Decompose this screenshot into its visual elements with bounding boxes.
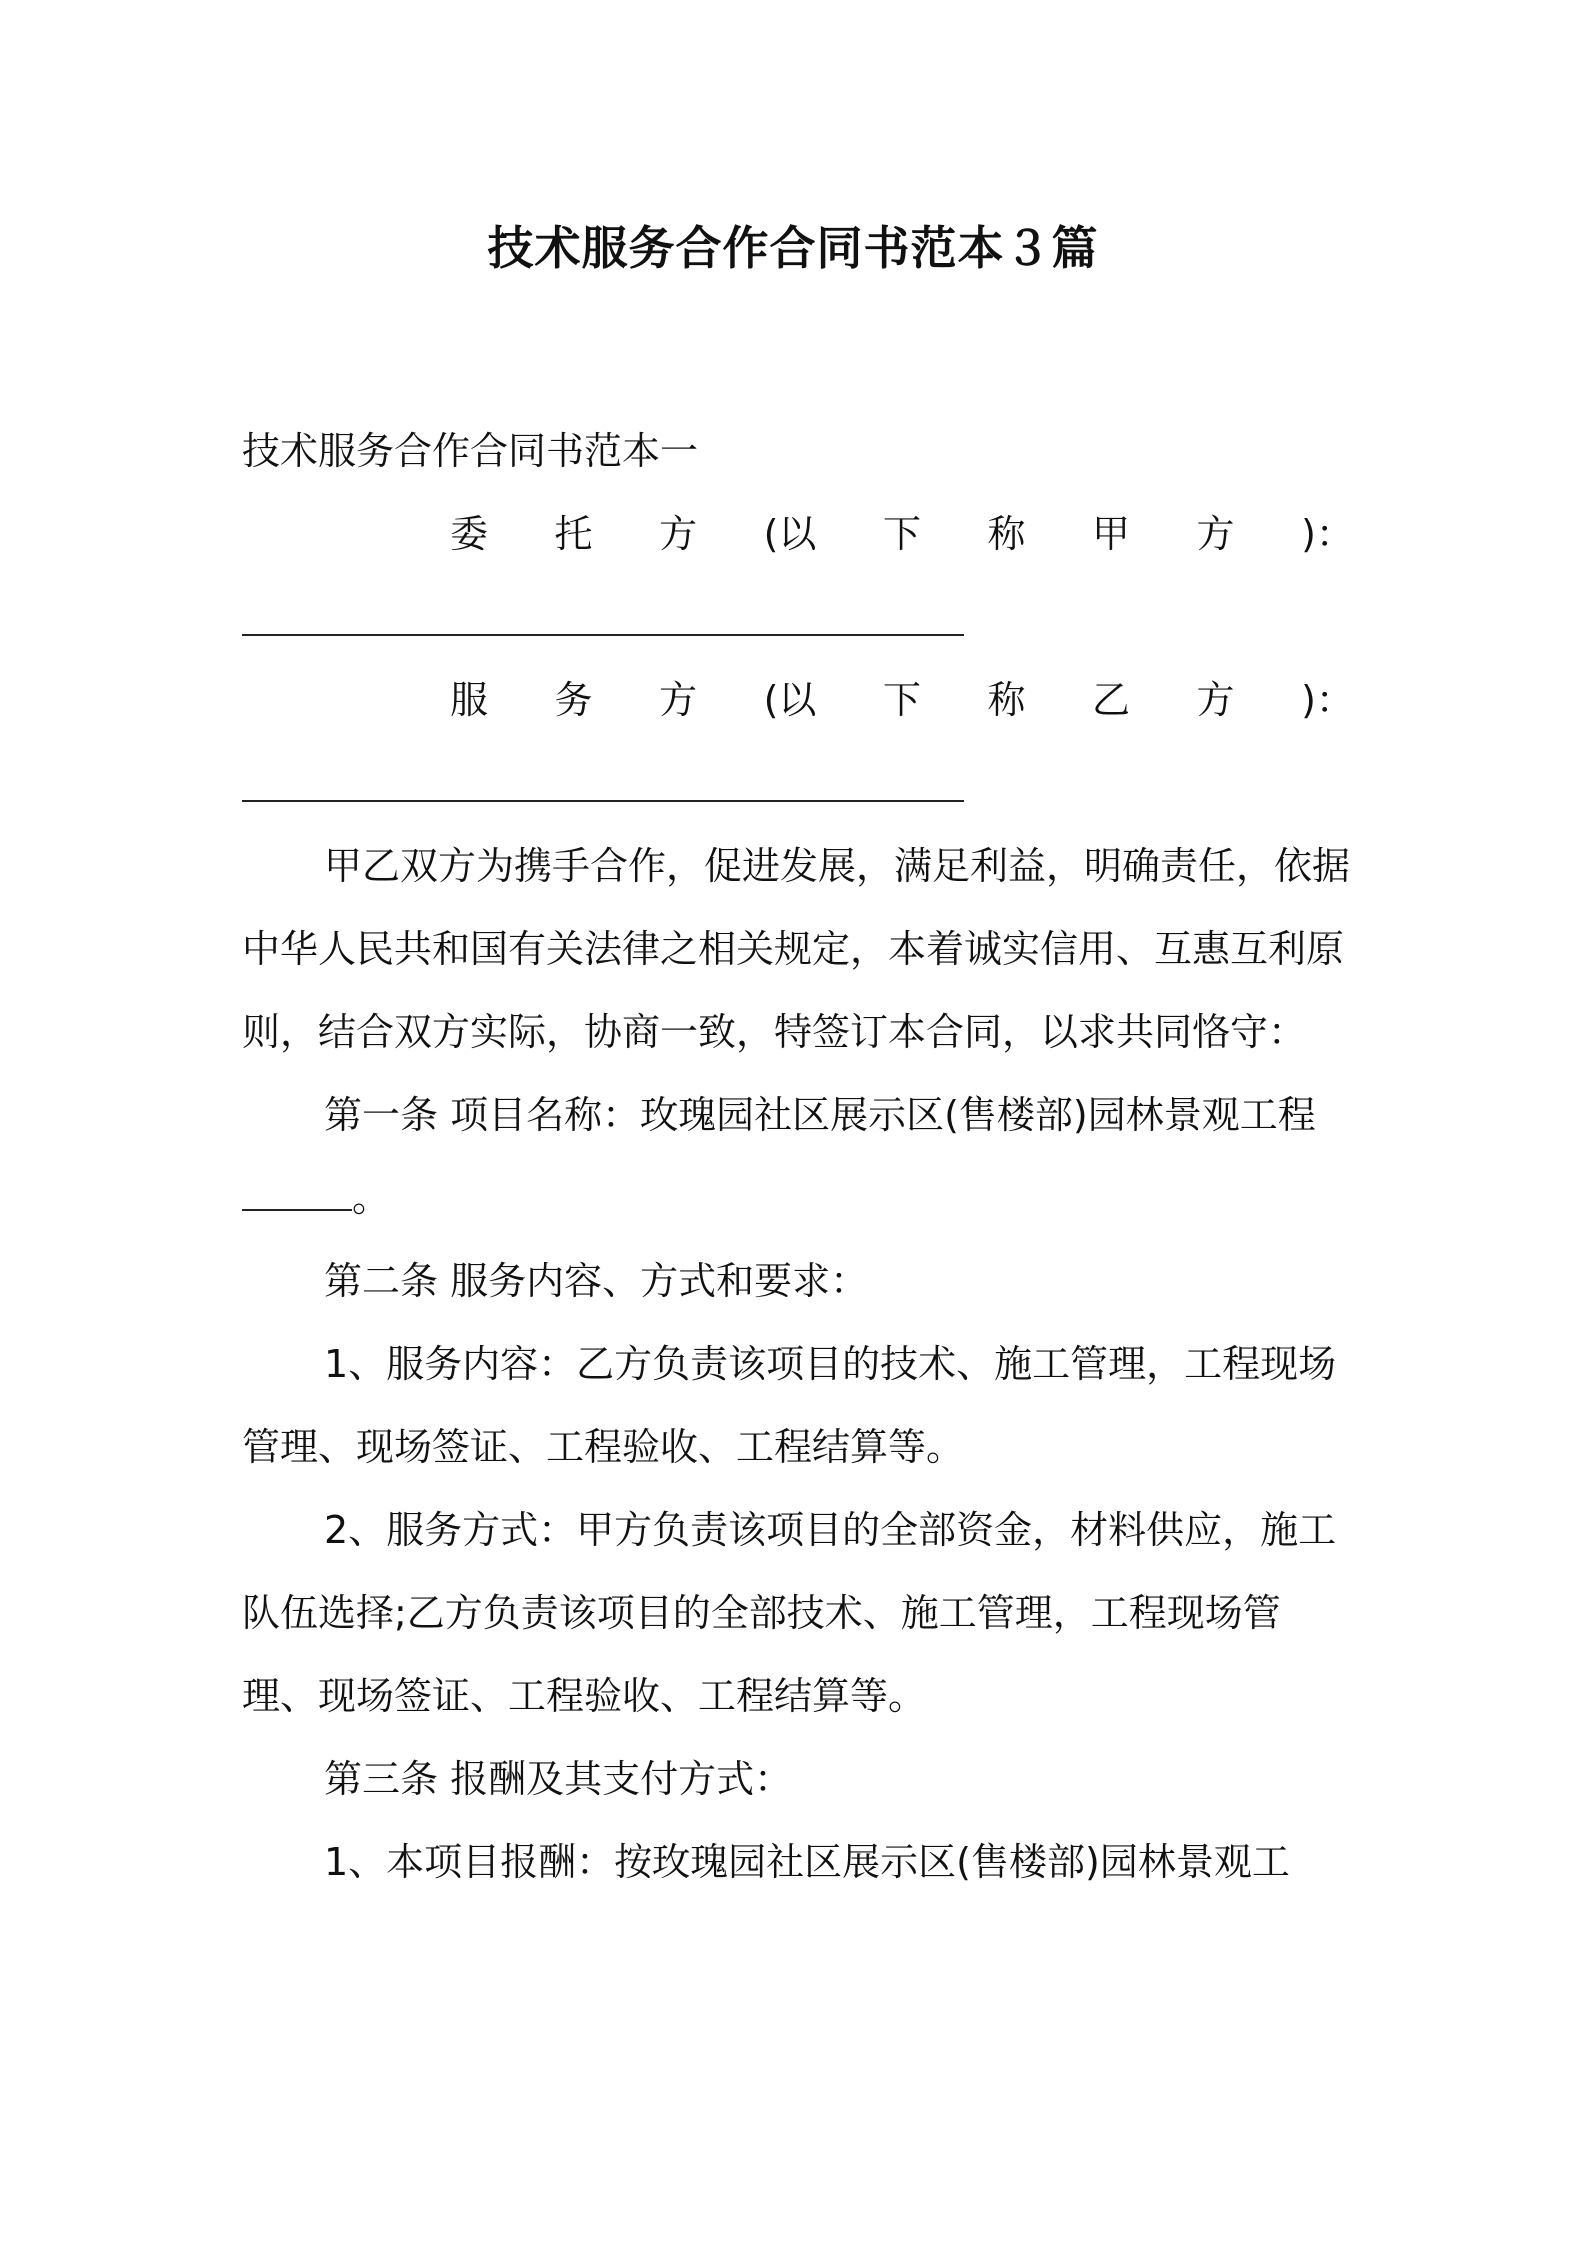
party-a-char: 方 (659, 512, 698, 556)
preamble-paragraph: 甲乙双方为携手合作，促进发展，满足利益，明确责任，依据中华人民共和国有关法律之相关规定，本着诚实信用、互惠互利原则，结合双方实际，协商一致，特签订本合同，以求共同恪守： (242, 844, 1351, 1054)
remuneration-item: 1、本项目报酬：按玫瑰园社区展示区(售楼部)园林景观工 (324, 1840, 1290, 1884)
party-a-char: )： (1301, 512, 1354, 556)
article-1-end: 。 (352, 1176, 391, 1220)
document-title: 技术服务合作合同书范本３篇 (487, 221, 1099, 275)
party-a-char: 方 (1196, 512, 1235, 556)
service-method-item: 2、服务方式：甲方负责该项目的全部资金，材料供应，施工队伍选择;乙方负责该项目的全部技术、施工管理，工程现场管理、现场签证、工程验收、工程结算等。 (242, 1508, 1337, 1718)
party-b-char: 方 (1196, 678, 1235, 722)
article-3-heading: 第三条 报酬及其支付方式： (324, 1757, 793, 1801)
party-b-char: 乙 (1092, 678, 1131, 722)
party-a-char: (以 (763, 512, 817, 556)
article-2-heading: 第二条 服务内容、方式和要求： (324, 1259, 869, 1303)
party-b-label (450, 659, 1354, 742)
document-body (242, 410, 1354, 1904)
party-b-char: 下 (882, 678, 921, 722)
party-b-char: 方 (659, 678, 698, 722)
party-b-char: 称 (987, 678, 1026, 722)
party-b-char: (以 (763, 678, 817, 722)
party-b-char: 服 (450, 678, 489, 722)
party-a-char: 托 (554, 512, 593, 556)
party-a-blank (242, 576, 1354, 659)
party-a-char: 委 (450, 512, 489, 556)
section-heading: 技术服务合作合同书范本一 (242, 429, 699, 473)
party-b-char: 务 (554, 678, 593, 722)
party-a-char: 甲 (1092, 512, 1131, 556)
party-b-char: )： (1301, 678, 1354, 722)
service-content-item: 1、服务内容：乙方负责该项目的技术、施工管理，工程现场管理、现场签证、工程验收、工程结算等。 (242, 1342, 1337, 1469)
party-b-blank (242, 742, 1354, 825)
article-1-paragraph (242, 1074, 1354, 1240)
article-1-text: 第一条 项目名称：玫瑰园社区展示区(售楼部)园林景观工程 (324, 1093, 1316, 1137)
party-a-char: 下 (882, 512, 921, 556)
article-1-blank (242, 1179, 352, 1211)
party-a-char: 称 (987, 512, 1026, 556)
party-a-label (450, 493, 1354, 576)
